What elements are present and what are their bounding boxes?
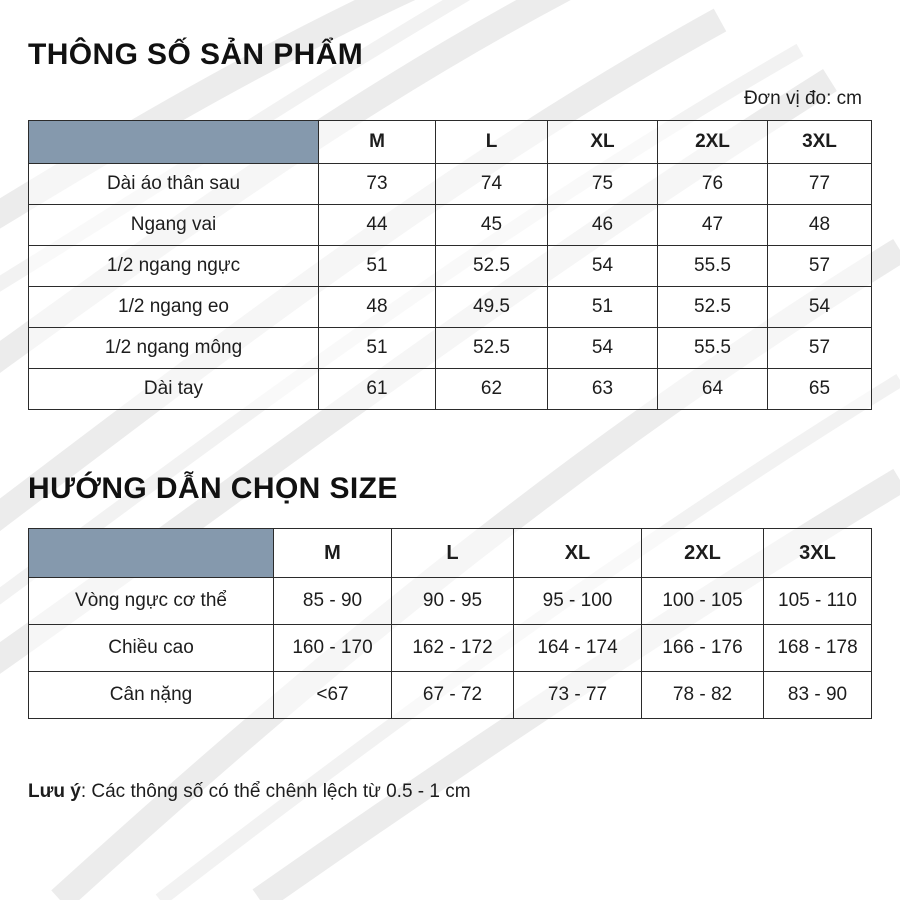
guide-row-label: Vòng ngực cơ thể bbox=[29, 578, 274, 625]
guide-table-head bbox=[29, 529, 872, 578]
guide-cell: 100 - 105 bbox=[642, 578, 764, 625]
specs-section-title: THÔNG SỐ SẢN PHẨM bbox=[28, 38, 364, 71]
specs-cell: 52.5 bbox=[436, 246, 548, 287]
guide-row-label: Cân nặng bbox=[29, 672, 274, 719]
specs-cell: 55.5 bbox=[658, 328, 768, 369]
table-row bbox=[29, 625, 872, 672]
guide-header-corner bbox=[29, 529, 274, 578]
specs-cell: 63 bbox=[548, 369, 658, 410]
guide-cell: 166 - 176 bbox=[642, 625, 764, 672]
specs-cell: 54 bbox=[768, 287, 872, 328]
guide-cell: 78 - 82 bbox=[642, 672, 764, 719]
guide-header-2xl: 2XL bbox=[642, 529, 764, 578]
footer-note bbox=[28, 781, 872, 803]
unit-note: Đơn vị đo: cm bbox=[743, 88, 862, 109]
specs-table-head bbox=[29, 121, 872, 164]
footer-note-text: : Các thông số có thể chênh lệch từ 0.5 - 1 cm bbox=[80, 781, 471, 802]
guide-cell: 160 - 170 bbox=[274, 625, 392, 672]
specs-header-xl: XL bbox=[548, 121, 658, 164]
specs-cell: 46 bbox=[548, 205, 658, 246]
specs-cell: 61 bbox=[319, 369, 436, 410]
specs-cell: 47 bbox=[658, 205, 768, 246]
specs-cell: 64 bbox=[658, 369, 768, 410]
guide-table-wrapper bbox=[28, 528, 872, 719]
specs-cell: 48 bbox=[768, 205, 872, 246]
specs-cell: 76 bbox=[658, 164, 768, 205]
specs-table bbox=[28, 120, 872, 410]
guide-cell: 85 - 90 bbox=[274, 578, 392, 625]
guide-cell: 95 - 100 bbox=[514, 578, 642, 625]
specs-row-label: Ngang vai bbox=[29, 205, 319, 246]
guide-cell: 105 - 110 bbox=[764, 578, 872, 625]
specs-cell: 52.5 bbox=[436, 328, 548, 369]
guide-header-m: M bbox=[274, 529, 392, 578]
specs-cell: 49.5 bbox=[436, 287, 548, 328]
guide-header-xl: XL bbox=[514, 529, 642, 578]
specs-header-l: L bbox=[436, 121, 548, 164]
table-row bbox=[29, 369, 872, 410]
table-row bbox=[29, 164, 872, 205]
guide-header-3xl: 3XL bbox=[764, 529, 872, 578]
guide-cell: 168 - 178 bbox=[764, 625, 872, 672]
guide-cell: 162 - 172 bbox=[392, 625, 514, 672]
guide-cell: <67 bbox=[274, 672, 392, 719]
guide-table-body bbox=[29, 578, 872, 719]
specs-cell: 54 bbox=[548, 246, 658, 287]
guide-section-title: HƯỚNG DẪN CHỌN SIZE bbox=[28, 472, 398, 505]
specs-cell: 54 bbox=[548, 328, 658, 369]
table-row bbox=[29, 205, 872, 246]
specs-cell: 51 bbox=[319, 328, 436, 369]
specs-header-2xl: 2XL bbox=[658, 121, 768, 164]
footer-note-prefix: Lưu ý bbox=[28, 781, 81, 802]
specs-cell: 45 bbox=[436, 205, 548, 246]
specs-cell: 57 bbox=[768, 246, 872, 287]
specs-cell: 51 bbox=[319, 246, 436, 287]
guide-cell: 67 - 72 bbox=[392, 672, 514, 719]
specs-header-m: M bbox=[319, 121, 436, 164]
table-row bbox=[29, 672, 872, 719]
table-row bbox=[29, 287, 872, 328]
specs-row-label: Dài tay bbox=[29, 369, 319, 410]
guide-header-l: L bbox=[392, 529, 514, 578]
specs-header-row bbox=[29, 121, 872, 164]
guide-row-label: Chiều cao bbox=[29, 625, 274, 672]
specs-table-wrapper bbox=[28, 120, 872, 410]
specs-table-body bbox=[29, 164, 872, 410]
guide-cell: 83 - 90 bbox=[764, 672, 872, 719]
specs-cell: 48 bbox=[319, 287, 436, 328]
specs-cell: 51 bbox=[548, 287, 658, 328]
table-row bbox=[29, 328, 872, 369]
specs-cell: 62 bbox=[436, 369, 548, 410]
specs-cell: 55.5 bbox=[658, 246, 768, 287]
table-row bbox=[29, 246, 872, 287]
specs-row-label: 1/2 ngang ngực bbox=[29, 246, 319, 287]
specs-cell: 73 bbox=[319, 164, 436, 205]
specs-cell: 77 bbox=[768, 164, 872, 205]
specs-row-label: Dài áo thân sau bbox=[29, 164, 319, 205]
specs-cell: 65 bbox=[768, 369, 872, 410]
size-guide-table bbox=[28, 528, 872, 719]
guide-cell: 90 - 95 bbox=[392, 578, 514, 625]
specs-header-corner bbox=[29, 121, 319, 164]
specs-cell: 57 bbox=[768, 328, 872, 369]
specs-cell: 52.5 bbox=[658, 287, 768, 328]
guide-cell: 164 - 174 bbox=[514, 625, 642, 672]
table-row bbox=[29, 578, 872, 625]
specs-row-label: 1/2 ngang eo bbox=[29, 287, 319, 328]
specs-cell: 44 bbox=[319, 205, 436, 246]
specs-cell: 74 bbox=[436, 164, 548, 205]
guide-cell: 73 - 77 bbox=[514, 672, 642, 719]
specs-header-3xl: 3XL bbox=[768, 121, 872, 164]
specs-row-label: 1/2 ngang mông bbox=[29, 328, 319, 369]
specs-cell: 75 bbox=[548, 164, 658, 205]
guide-header-row bbox=[29, 529, 872, 578]
